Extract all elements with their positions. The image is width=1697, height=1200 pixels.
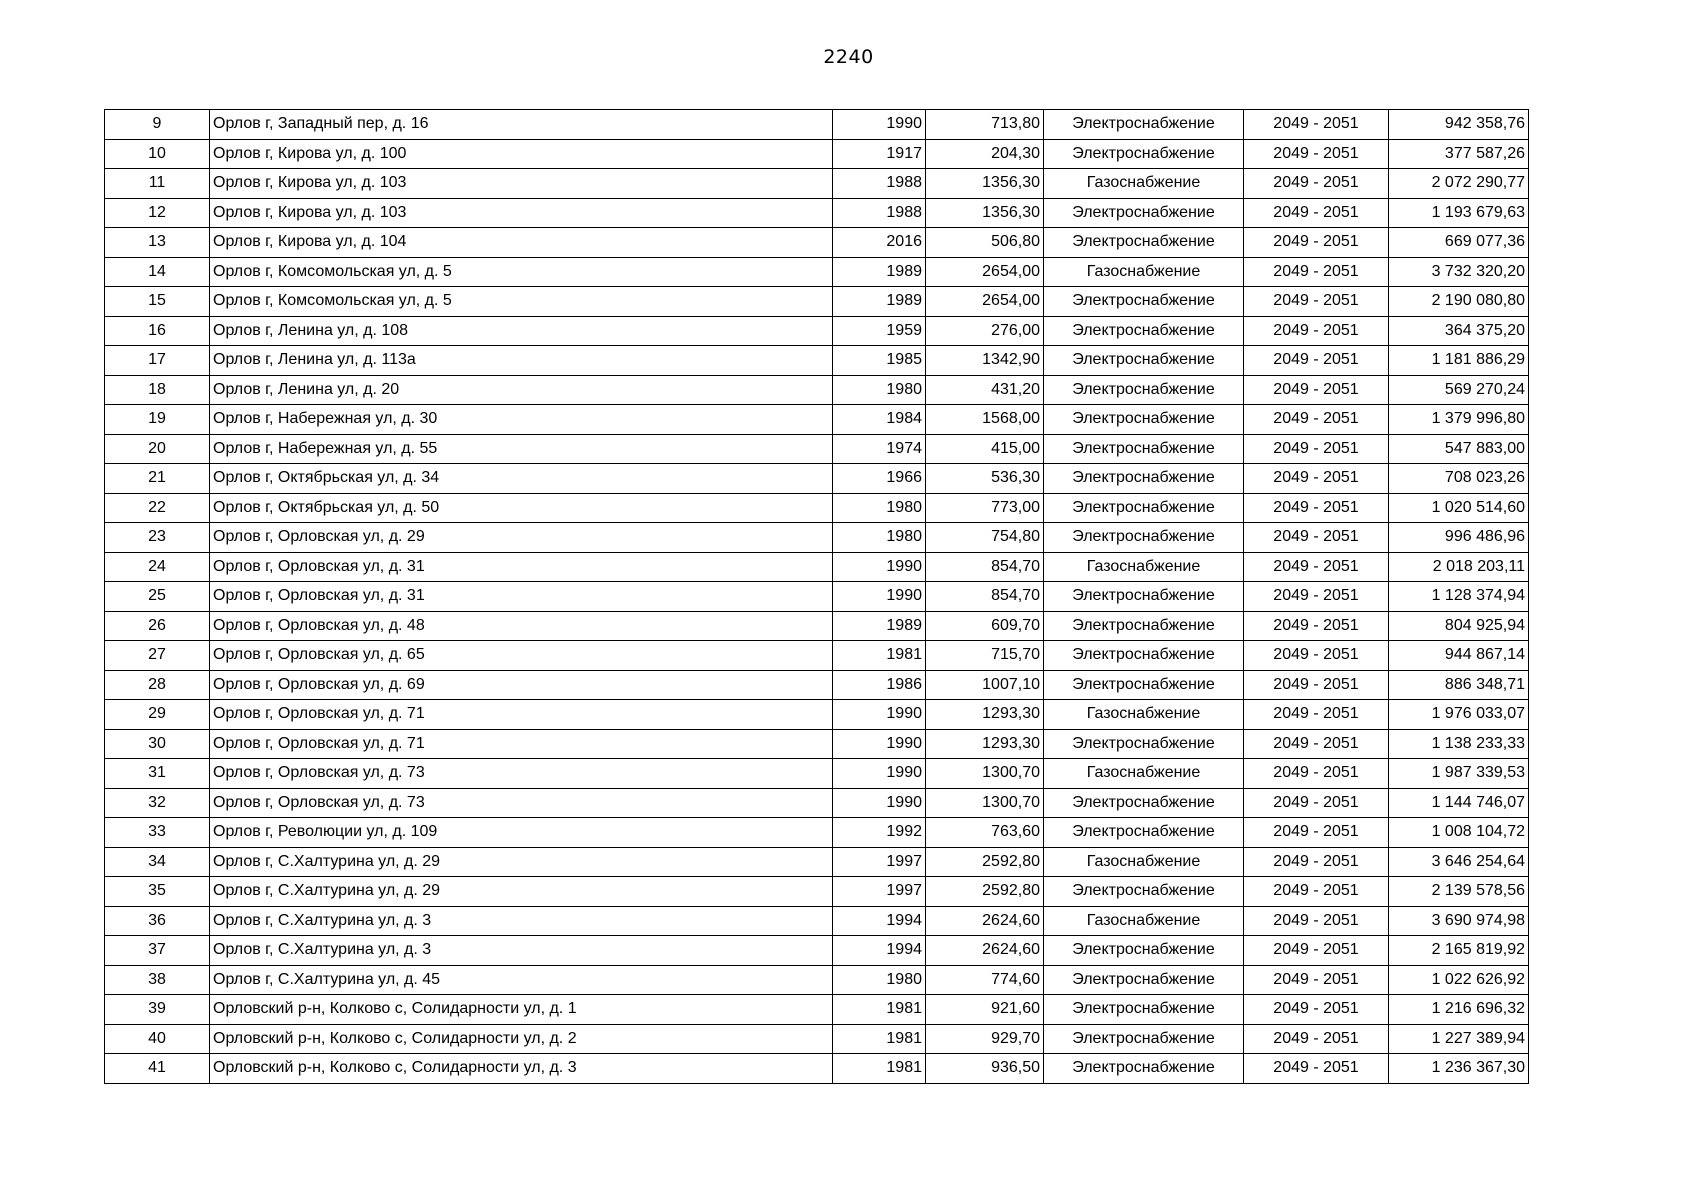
table-row <box>105 198 1529 228</box>
service-type-cell: Электроснабжение <box>1044 965 1244 995</box>
row-number-cell: 27 <box>105 641 210 671</box>
cost-cell: 547 883,00 <box>1389 434 1529 464</box>
table-row <box>105 493 1529 523</box>
area-cell: 774,60 <box>926 965 1044 995</box>
table-row <box>105 316 1529 346</box>
cost-cell: 1 128 374,94 <box>1389 582 1529 612</box>
area-cell: 204,30 <box>926 139 1044 169</box>
cost-cell: 1 976 033,07 <box>1389 700 1529 730</box>
address-cell: Орлов г, Кирова ул, д. 103 <box>210 198 833 228</box>
row-number-cell: 29 <box>105 700 210 730</box>
cost-cell: 886 348,71 <box>1389 670 1529 700</box>
table-row <box>105 847 1529 877</box>
service-type-cell: Электроснабжение <box>1044 139 1244 169</box>
address-cell: Орлов г, Кирова ул, д. 100 <box>210 139 833 169</box>
row-number-cell: 20 <box>105 434 210 464</box>
row-number-cell: 28 <box>105 670 210 700</box>
area-cell: 536,30 <box>926 464 1044 494</box>
period-cell: 2049 - 2051 <box>1244 877 1389 907</box>
row-number-cell: 35 <box>105 877 210 907</box>
row-number-cell: 34 <box>105 847 210 877</box>
row-number-cell: 39 <box>105 995 210 1025</box>
service-type-cell: Электроснабжение <box>1044 228 1244 258</box>
cost-cell: 1 138 233,33 <box>1389 729 1529 759</box>
table-row <box>105 965 1529 995</box>
service-type-cell: Электроснабжение <box>1044 523 1244 553</box>
year-built-cell: 1984 <box>833 405 926 435</box>
period-cell: 2049 - 2051 <box>1244 1024 1389 1054</box>
period-cell: 2049 - 2051 <box>1244 788 1389 818</box>
year-built-cell: 1980 <box>833 375 926 405</box>
service-type-cell: Электроснабжение <box>1044 877 1244 907</box>
period-cell: 2049 - 2051 <box>1244 965 1389 995</box>
row-number-cell: 18 <box>105 375 210 405</box>
address-cell: Орлов г, Кирова ул, д. 104 <box>210 228 833 258</box>
row-number-cell: 37 <box>105 936 210 966</box>
cost-cell: 1 020 514,60 <box>1389 493 1529 523</box>
service-type-cell: Электроснабжение <box>1044 346 1244 376</box>
period-cell: 2049 - 2051 <box>1244 434 1389 464</box>
year-built-cell: 1981 <box>833 1024 926 1054</box>
address-cell: Орлов г, С.Халтурина ул, д. 3 <box>210 906 833 936</box>
row-number-cell: 30 <box>105 729 210 759</box>
cost-cell: 3 646 254,64 <box>1389 847 1529 877</box>
address-cell: Орлов г, Орловская ул, д. 65 <box>210 641 833 671</box>
year-built-cell: 1985 <box>833 346 926 376</box>
year-built-cell: 1990 <box>833 582 926 612</box>
cost-cell: 1 379 996,80 <box>1389 405 1529 435</box>
address-cell: Орлов г, Комсомольская ул, д. 5 <box>210 257 833 287</box>
year-built-cell: 1990 <box>833 729 926 759</box>
table-row <box>105 169 1529 199</box>
row-number-cell: 23 <box>105 523 210 553</box>
period-cell: 2049 - 2051 <box>1244 847 1389 877</box>
row-number-cell: 21 <box>105 464 210 494</box>
year-built-cell: 1981 <box>833 995 926 1025</box>
year-built-cell: 2016 <box>833 228 926 258</box>
year-built-cell: 1959 <box>833 316 926 346</box>
service-type-cell: Электроснабжение <box>1044 611 1244 641</box>
cost-cell: 364 375,20 <box>1389 316 1529 346</box>
service-type-cell: Электроснабжение <box>1044 1054 1244 1084</box>
cost-cell: 942 358,76 <box>1389 110 1529 140</box>
cost-cell: 569 270,24 <box>1389 375 1529 405</box>
period-cell: 2049 - 2051 <box>1244 257 1389 287</box>
cost-cell: 1 216 696,32 <box>1389 995 1529 1025</box>
address-cell: Орловский р-н, Колково с, Солидарности ул, д. 3 <box>210 1054 833 1084</box>
area-cell: 754,80 <box>926 523 1044 553</box>
period-cell: 2049 - 2051 <box>1244 1054 1389 1084</box>
cost-cell: 1 144 746,07 <box>1389 788 1529 818</box>
cost-cell: 708 023,26 <box>1389 464 1529 494</box>
year-built-cell: 1990 <box>833 552 926 582</box>
area-cell: 854,70 <box>926 552 1044 582</box>
year-built-cell: 1988 <box>833 198 926 228</box>
table-row <box>105 877 1529 907</box>
table-row <box>105 346 1529 376</box>
year-built-cell: 1990 <box>833 700 926 730</box>
period-cell: 2049 - 2051 <box>1244 670 1389 700</box>
area-cell: 936,50 <box>926 1054 1044 1084</box>
table-row <box>105 936 1529 966</box>
service-type-cell: Электроснабжение <box>1044 1024 1244 1054</box>
year-built-cell: 1990 <box>833 788 926 818</box>
year-built-cell: 1980 <box>833 965 926 995</box>
area-cell: 763,60 <box>926 818 1044 848</box>
year-built-cell: 1994 <box>833 906 926 936</box>
address-cell: Орлов г, Октябрьская ул, д. 34 <box>210 464 833 494</box>
period-cell: 2049 - 2051 <box>1244 729 1389 759</box>
service-type-cell: Электроснабжение <box>1044 582 1244 612</box>
area-cell: 1007,10 <box>926 670 1044 700</box>
address-cell: Орлов г, Комсомольская ул, д. 5 <box>210 287 833 317</box>
year-built-cell: 1990 <box>833 759 926 789</box>
table-row <box>105 287 1529 317</box>
address-cell: Орлов г, С.Халтурина ул, д. 29 <box>210 847 833 877</box>
table-row <box>105 139 1529 169</box>
period-cell: 2049 - 2051 <box>1244 906 1389 936</box>
address-cell: Орлов г, Набережная ул, д. 55 <box>210 434 833 464</box>
address-cell: Орлов г, Орловская ул, д. 73 <box>210 759 833 789</box>
cost-cell: 3 690 974,98 <box>1389 906 1529 936</box>
service-type-cell: Электроснабжение <box>1044 434 1244 464</box>
row-number-cell: 11 <box>105 169 210 199</box>
period-cell: 2049 - 2051 <box>1244 198 1389 228</box>
area-cell: 431,20 <box>926 375 1044 405</box>
address-cell: Орлов г, Орловская ул, д. 48 <box>210 611 833 641</box>
address-cell: Орлов г, Орловская ул, д. 29 <box>210 523 833 553</box>
table-row <box>105 257 1529 287</box>
year-built-cell: 1988 <box>833 169 926 199</box>
table-row <box>105 375 1529 405</box>
area-cell: 1356,30 <box>926 169 1044 199</box>
table-row <box>105 228 1529 258</box>
cost-cell: 3 732 320,20 <box>1389 257 1529 287</box>
row-number-cell: 19 <box>105 405 210 435</box>
row-number-cell: 13 <box>105 228 210 258</box>
address-cell: Орлов г, Революции ул, д. 109 <box>210 818 833 848</box>
table-row <box>105 110 1529 140</box>
row-number-cell: 33 <box>105 818 210 848</box>
area-cell: 2654,00 <box>926 257 1044 287</box>
service-type-cell: Газоснабжение <box>1044 700 1244 730</box>
row-number-cell: 16 <box>105 316 210 346</box>
service-type-cell: Электроснабжение <box>1044 788 1244 818</box>
area-cell: 415,00 <box>926 434 1044 464</box>
row-number-cell: 22 <box>105 493 210 523</box>
table-row <box>105 582 1529 612</box>
cost-cell: 996 486,96 <box>1389 523 1529 553</box>
row-number-cell: 38 <box>105 965 210 995</box>
area-cell: 773,00 <box>926 493 1044 523</box>
table-row <box>105 700 1529 730</box>
area-cell: 276,00 <box>926 316 1044 346</box>
row-number-cell: 40 <box>105 1024 210 1054</box>
address-cell: Орлов г, Орловская ул, д. 73 <box>210 788 833 818</box>
period-cell: 2049 - 2051 <box>1244 110 1389 140</box>
table-row <box>105 641 1529 671</box>
period-cell: 2049 - 2051 <box>1244 700 1389 730</box>
period-cell: 2049 - 2051 <box>1244 493 1389 523</box>
year-built-cell: 1990 <box>833 110 926 140</box>
address-cell: Орлов г, Ленина ул, д. 20 <box>210 375 833 405</box>
address-cell: Орлов г, Ленина ул, д. 108 <box>210 316 833 346</box>
row-number-cell: 15 <box>105 287 210 317</box>
period-cell: 2049 - 2051 <box>1244 582 1389 612</box>
area-cell: 1568,00 <box>926 405 1044 435</box>
address-cell: Орлов г, С.Халтурина ул, д. 29 <box>210 877 833 907</box>
service-type-cell: Электроснабжение <box>1044 110 1244 140</box>
address-cell: Орлов г, С.Халтурина ул, д. 45 <box>210 965 833 995</box>
cost-cell: 1 236 367,30 <box>1389 1054 1529 1084</box>
year-built-cell: 1981 <box>833 1054 926 1084</box>
cost-cell: 377 587,26 <box>1389 139 1529 169</box>
address-cell: Орлов г, Набережная ул, д. 30 <box>210 405 833 435</box>
year-built-cell: 1997 <box>833 877 926 907</box>
table-row <box>105 906 1529 936</box>
address-cell: Орлов г, Орловская ул, д. 31 <box>210 582 833 612</box>
area-cell: 1293,30 <box>926 700 1044 730</box>
table-row <box>105 523 1529 553</box>
period-cell: 2049 - 2051 <box>1244 464 1389 494</box>
year-built-cell: 1989 <box>833 611 926 641</box>
area-cell: 2592,80 <box>926 877 1044 907</box>
row-number-cell: 12 <box>105 198 210 228</box>
table-row <box>105 464 1529 494</box>
service-type-cell: Газоснабжение <box>1044 759 1244 789</box>
row-number-cell: 41 <box>105 1054 210 1084</box>
table-row <box>105 729 1529 759</box>
address-cell: Орлов г, Западный пер, д. 16 <box>210 110 833 140</box>
cost-cell: 1 022 626,92 <box>1389 965 1529 995</box>
area-cell: 713,80 <box>926 110 1044 140</box>
service-type-cell: Электроснабжение <box>1044 405 1244 435</box>
year-built-cell: 1992 <box>833 818 926 848</box>
service-type-cell: Газоснабжение <box>1044 552 1244 582</box>
table-row <box>105 1054 1529 1084</box>
area-cell: 921,60 <box>926 995 1044 1025</box>
period-cell: 2049 - 2051 <box>1244 995 1389 1025</box>
period-cell: 2049 - 2051 <box>1244 405 1389 435</box>
area-cell: 2624,60 <box>926 906 1044 936</box>
building-register-table <box>104 109 1529 1084</box>
service-type-cell: Газоснабжение <box>1044 169 1244 199</box>
table-row <box>105 611 1529 641</box>
year-built-cell: 1980 <box>833 523 926 553</box>
year-built-cell: 1994 <box>833 936 926 966</box>
period-cell: 2049 - 2051 <box>1244 641 1389 671</box>
cost-cell: 2 139 578,56 <box>1389 877 1529 907</box>
table-row <box>105 670 1529 700</box>
area-cell: 1356,30 <box>926 198 1044 228</box>
address-cell: Орлов г, Орловская ул, д. 71 <box>210 729 833 759</box>
period-cell: 2049 - 2051 <box>1244 375 1389 405</box>
table-row <box>105 1024 1529 1054</box>
year-built-cell: 1966 <box>833 464 926 494</box>
period-cell: 2049 - 2051 <box>1244 818 1389 848</box>
service-type-cell: Электроснабжение <box>1044 995 1244 1025</box>
service-type-cell: Газоснабжение <box>1044 847 1244 877</box>
period-cell: 2049 - 2051 <box>1244 523 1389 553</box>
cost-cell: 804 925,94 <box>1389 611 1529 641</box>
period-cell: 2049 - 2051 <box>1244 611 1389 641</box>
year-built-cell: 1917 <box>833 139 926 169</box>
year-built-cell: 1980 <box>833 493 926 523</box>
period-cell: 2049 - 2051 <box>1244 936 1389 966</box>
year-built-cell: 1974 <box>833 434 926 464</box>
area-cell: 2624,60 <box>926 936 1044 966</box>
table-row <box>105 788 1529 818</box>
service-type-cell: Электроснабжение <box>1044 198 1244 228</box>
page-number: 2240 <box>823 46 874 68</box>
area-cell: 2592,80 <box>926 847 1044 877</box>
table-row <box>105 434 1529 464</box>
address-cell: Орлов г, Орловская ул, д. 31 <box>210 552 833 582</box>
period-cell: 2049 - 2051 <box>1244 552 1389 582</box>
address-cell: Орловский р-н, Колково с, Солидарности ул, д. 1 <box>210 995 833 1025</box>
area-cell: 1342,90 <box>926 346 1044 376</box>
table-row <box>105 759 1529 789</box>
cost-cell: 1 181 886,29 <box>1389 346 1529 376</box>
year-built-cell: 1986 <box>833 670 926 700</box>
area-cell: 1300,70 <box>926 759 1044 789</box>
table-row <box>105 818 1529 848</box>
area-cell: 929,70 <box>926 1024 1044 1054</box>
service-type-cell: Электроснабжение <box>1044 936 1244 966</box>
address-cell: Орлов г, Кирова ул, д. 103 <box>210 169 833 199</box>
row-number-cell: 31 <box>105 759 210 789</box>
period-cell: 2049 - 2051 <box>1244 139 1389 169</box>
service-type-cell: Электроснабжение <box>1044 316 1244 346</box>
period-cell: 2049 - 2051 <box>1244 228 1389 258</box>
cost-cell: 669 077,36 <box>1389 228 1529 258</box>
area-cell: 609,70 <box>926 611 1044 641</box>
service-type-cell: Электроснабжение <box>1044 641 1244 671</box>
cost-cell: 944 867,14 <box>1389 641 1529 671</box>
address-cell: Орлов г, С.Халтурина ул, д. 3 <box>210 936 833 966</box>
area-cell: 2654,00 <box>926 287 1044 317</box>
service-type-cell: Электроснабжение <box>1044 670 1244 700</box>
area-cell: 1300,70 <box>926 788 1044 818</box>
cost-cell: 1 987 339,53 <box>1389 759 1529 789</box>
service-type-cell: Электроснабжение <box>1044 818 1244 848</box>
cost-cell: 2 072 290,77 <box>1389 169 1529 199</box>
address-cell: Орлов г, Орловская ул, д. 71 <box>210 700 833 730</box>
cost-cell: 2 018 203,11 <box>1389 552 1529 582</box>
table-body <box>105 110 1529 1084</box>
period-cell: 2049 - 2051 <box>1244 287 1389 317</box>
service-type-cell: Газоснабжение <box>1044 906 1244 936</box>
period-cell: 2049 - 2051 <box>1244 316 1389 346</box>
row-number-cell: 17 <box>105 346 210 376</box>
area-cell: 854,70 <box>926 582 1044 612</box>
cost-cell: 1 008 104,72 <box>1389 818 1529 848</box>
period-cell: 2049 - 2051 <box>1244 346 1389 376</box>
year-built-cell: 1989 <box>833 257 926 287</box>
year-built-cell: 1981 <box>833 641 926 671</box>
row-number-cell: 32 <box>105 788 210 818</box>
address-cell: Орлов г, Орловская ул, д. 69 <box>210 670 833 700</box>
area-cell: 1293,30 <box>926 729 1044 759</box>
area-cell: 506,80 <box>926 228 1044 258</box>
area-cell: 715,70 <box>926 641 1044 671</box>
cost-cell: 2 165 819,92 <box>1389 936 1529 966</box>
address-cell: Орлов г, Ленина ул, д. 113а <box>210 346 833 376</box>
address-cell: Орлов г, Октябрьская ул, д. 50 <box>210 493 833 523</box>
service-type-cell: Электроснабжение <box>1044 375 1244 405</box>
row-number-cell: 36 <box>105 906 210 936</box>
year-built-cell: 1997 <box>833 847 926 877</box>
table-row <box>105 552 1529 582</box>
row-number-cell: 10 <box>105 139 210 169</box>
row-number-cell: 9 <box>105 110 210 140</box>
row-number-cell: 25 <box>105 582 210 612</box>
address-cell: Орловский р-н, Колково с, Солидарности ул, д. 2 <box>210 1024 833 1054</box>
table-row <box>105 405 1529 435</box>
service-type-cell: Электроснабжение <box>1044 493 1244 523</box>
row-number-cell: 26 <box>105 611 210 641</box>
period-cell: 2049 - 2051 <box>1244 759 1389 789</box>
service-type-cell: Электроснабжение <box>1044 464 1244 494</box>
service-type-cell: Электроснабжение <box>1044 287 1244 317</box>
cost-cell: 1 193 679,63 <box>1389 198 1529 228</box>
service-type-cell: Газоснабжение <box>1044 257 1244 287</box>
cost-cell: 2 190 080,80 <box>1389 287 1529 317</box>
row-number-cell: 14 <box>105 257 210 287</box>
service-type-cell: Электроснабжение <box>1044 729 1244 759</box>
cost-cell: 1 227 389,94 <box>1389 1024 1529 1054</box>
row-number-cell: 24 <box>105 552 210 582</box>
period-cell: 2049 - 2051 <box>1244 169 1389 199</box>
table-row <box>105 995 1529 1025</box>
year-built-cell: 1989 <box>833 287 926 317</box>
